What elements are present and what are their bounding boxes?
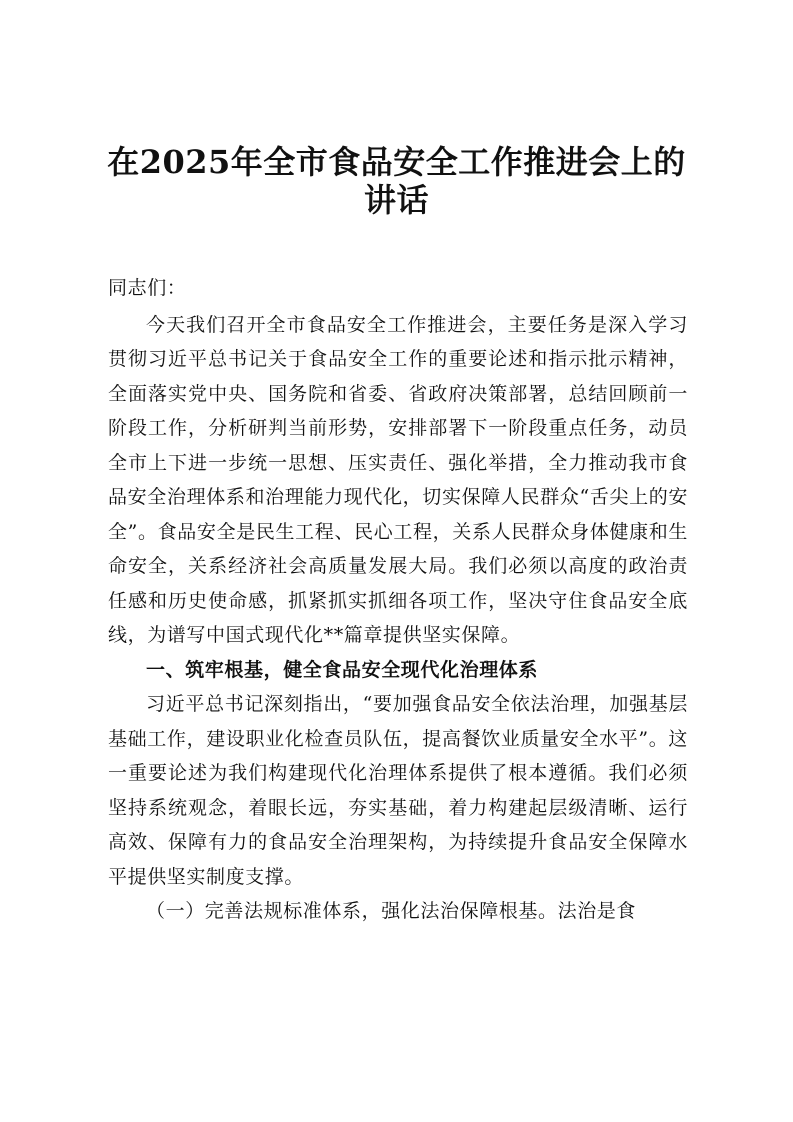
subsection-paragraph: （一）完善法规标准体系，强化法治保障根基。法治是食 xyxy=(146,900,637,922)
section-paragraph: 习近平总书记深刻指出，“要加强食品安全依法治理，加强基层基础工作，建设职业化检查员队伍，提高餐饮业质量安全水平”。这一重要论述为我们构建现代化治理体系提供了根本遵循。我们必须坚持系统观念，着眼长远，夯实基础，着力构建起层级清晰、运行高效、保障有力的食品安全治理架构，为持续提升食品安全保障水平提供坚实制度支撑。 xyxy=(108,693,688,888)
intro-paragraph: 今天我们召开全市食品安全工作推进会，主要任务是深入学习贯彻习近平总书记关于食品安全工作的重要论述和指示批示精神，全面落实党中央、国务院和省委、省政府决策部署，总结回顾前一阶段工作，分析研判当前形势，安排部署下一阶段重点任务，动员全市上下进一步统一思想、压实责任、强化举措，全力推动我市食品安全治理体系和治理能力现代化，切实保障人民群众“舌尖上的安全”。食品安全是民生工程、民心工程，关系人民群众身体健康和生命安全，关系经济社会高质量发展大局。我们必须以高度的政治责任感和历史使命感，抓紧抓实抓细各项工作，坚决守住食品安全底线，为谱写中国式现代化**篇章提供坚实保障。 xyxy=(108,313,688,646)
section-heading: 一、筑牢根基，健全食品安全现代化治理体系 xyxy=(146,658,539,681)
document-body xyxy=(108,271,688,929)
salutation: 同志们： xyxy=(108,277,187,299)
document-title: 在2025年全市食品安全工作推进会上的讲话 xyxy=(107,143,686,219)
